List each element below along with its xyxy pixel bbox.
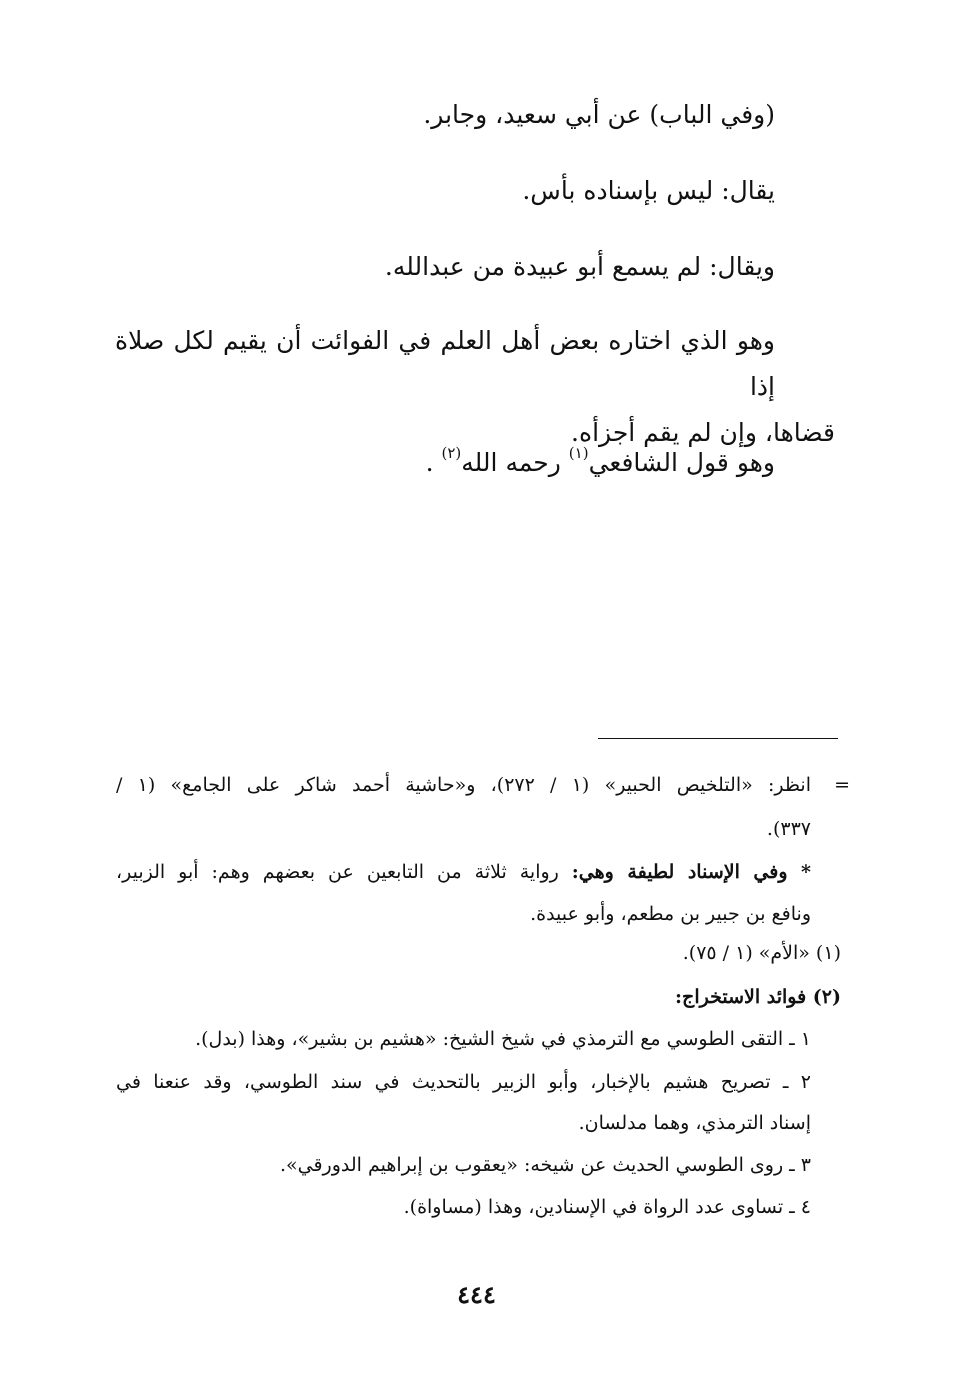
paragraph-line-1: وهو الذي اختاره بعض أهل العلم في الفوائت أن يقيم لكل صلاة إذا <box>115 326 775 401</box>
footnote-2-item-2-line-1: ٢ ـ تصريح هشيم بالإخبار، وأبو الزبير بالتحديث في سند الطوسي، وقد عنعنا في <box>116 1071 811 1093</box>
page-number: ٤٤٤ <box>457 1280 496 1309</box>
line5-text-b: رحمه الله <box>461 448 569 477</box>
footnote-star-line-2: ونافع بن جبير بن مطعم، وأبو عبيدة. <box>530 903 811 925</box>
footnote-2-item-4: ٤ ـ تساوى عدد الرواة في الإسنادين، وهذا (مساواة). <box>403 1196 811 1218</box>
footnote-star-line-1 <box>116 855 811 889</box>
footnote-continued-line-2: ٣٣٧). <box>766 818 811 840</box>
footnote-ref-1: (١) <box>568 443 589 462</box>
footnote-2-item-2-line-2: إسناد الترمذي، وهما مدلسان. <box>578 1112 811 1134</box>
footnote-star-text: رواية ثلاثة من التابعين عن بعضهم وهم: أبو الزبير، <box>116 861 572 883</box>
paragraph-line-2: قضاها، وإن لم يقم أجزأه. <box>571 418 835 447</box>
footnote-2-item-3: ٣ ـ روى الطوسي الحديث عن شيخه: «يعقوب بن إبراهيم الدورقي». <box>279 1154 811 1176</box>
footnote-2-item-1: ١ ـ التقى الطوسي مع الترمذي في شيخ الشيخ: «هشيم بن بشير»، وهذا (بدل). <box>195 1028 811 1050</box>
footnote-1: (١) «الأم» (١ / ٧٥). <box>682 942 841 964</box>
line5-text-c: . <box>425 448 442 477</box>
footnote-separator <box>598 738 838 739</box>
main-text-paragraph <box>115 318 835 456</box>
footnote-star-heading: * وفي الإسناد لطيفة وهي: <box>571 861 811 883</box>
footnote-continued-line-1: انظر: «التلخيص الحبير» (١ / ٢٧٢)، و«حاشية أحمد شاكر على الجامع» (١ / <box>116 774 811 796</box>
footnote-2-heading: (٢) فوائد الاستخراج: <box>675 986 841 1008</box>
line5-text-a: وهو قول الشافعي <box>588 448 775 477</box>
footnote-ref-2: (٢) <box>441 443 462 462</box>
main-text-line-3: ويقال: لم يسمع أبو عبيدة من عبدالله. <box>384 252 775 281</box>
footnote-continuation-mark: = <box>834 774 850 796</box>
main-text-line-2: يقال: ليس بإسناده بأس. <box>522 176 775 205</box>
main-text-line-5 <box>426 442 775 485</box>
main-text-line-1: (وفي الباب) عن أبي سعيد، وجابر. <box>423 100 775 129</box>
